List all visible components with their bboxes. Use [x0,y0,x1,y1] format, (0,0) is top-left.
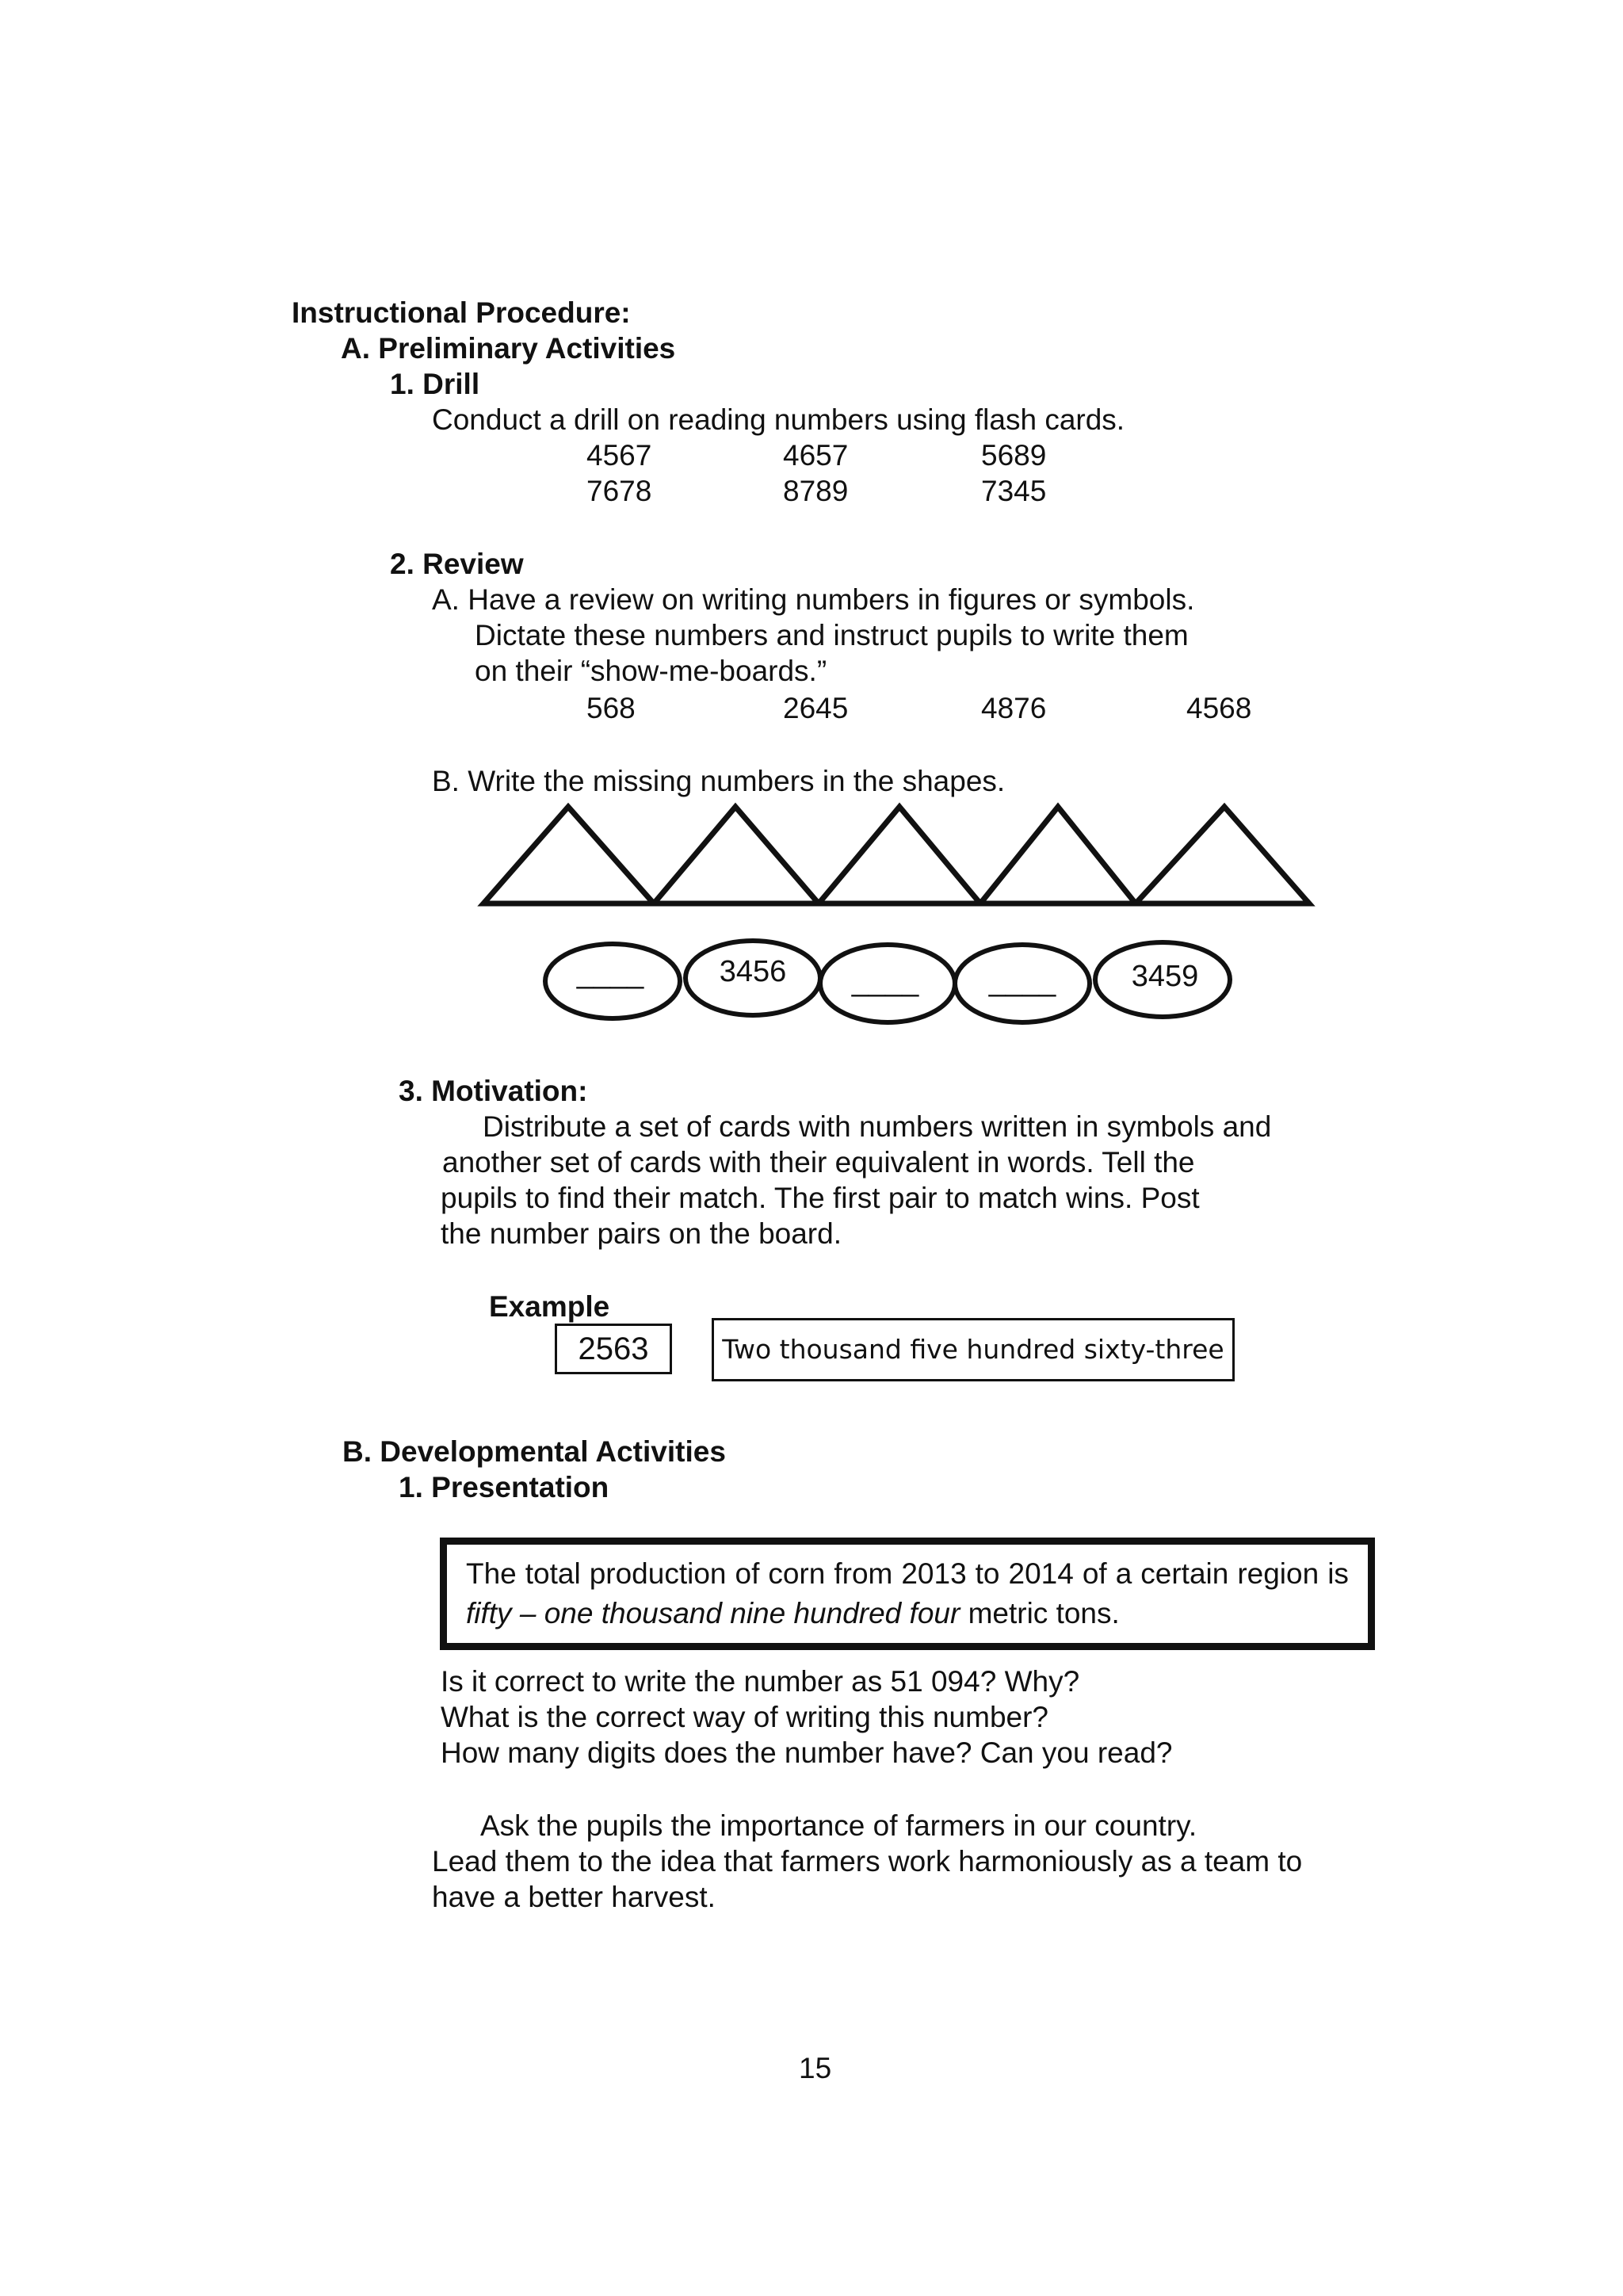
triangle-shape [654,807,819,904]
problem-line-1: The total production of corn from 2013 to 2014 of a certain region is [466,1557,1349,1590]
review-number: 4568 [1186,692,1252,724]
presentation-paragraph-line: Ask the pupils the importance of farmers in our country. [480,1809,1197,1842]
review-number: 568 [586,692,636,724]
presentation-paragraph-line: have a better harvest. [432,1881,716,1913]
page-heading: Instructional Procedure: [292,296,631,329]
drill-number: 7345 [981,475,1047,507]
review-part-a-line2: Dictate these numbers and instruct pupils to write them [475,619,1189,651]
drill-number: 8789 [783,475,849,507]
review-number: 4876 [981,692,1047,724]
section-a-title: A. Preliminary Activities [341,332,676,365]
presentation-question: What is the correct way of writing this number? [441,1701,1049,1733]
presentation-question: Is it correct to write the number as 51 094? Why? [441,1665,1080,1698]
drill-number: 5689 [981,439,1047,472]
presentation-question: How many digits does the number have? Can you read? [441,1736,1173,1769]
motivation-line: pupils to find their match. The first pair to match wins. Post [441,1182,1200,1214]
oval-label: ____ [988,965,1056,998]
triangle-shape [1136,807,1309,904]
presentation-problem-box [440,1538,1375,1650]
oval-label: 3456 [719,955,787,988]
page-number: 15 [799,2052,832,2084]
motivation-title: 3. Motivation: [399,1075,588,1107]
section-b-title: B. Developmental Activities [342,1435,726,1468]
review-part-a-line3: on their “show-me-boards.” [475,655,827,687]
triangle-shape [980,807,1136,904]
example-label: Example [489,1290,610,1323]
review-part-b: B. Write the missing numbers in the shapes. [432,765,1006,797]
drill-number: 4657 [783,439,849,472]
example-number-card: 2563 [555,1324,672,1374]
motivation-line: another set of cards with their equivalent in words. Tell the [442,1146,1195,1179]
oval-label: 3459 [1131,960,1199,993]
example-words-card: Two thousand five hundred sixty-three [712,1318,1235,1381]
review-number: 2645 [783,692,849,724]
triangle-shape [483,807,654,904]
drill-number: 4567 [586,439,652,472]
motivation-line: the number pairs on the board. [441,1217,842,1250]
drill-instruction: Conduct a drill on reading numbers using flash cards. [432,403,1125,436]
presentation-title: 1. Presentation [399,1471,609,1503]
review-part-a-line1: A. Have a review on writing numbers in figures or symbols. [432,583,1195,616]
motivation-line: Distribute a set of cards with numbers written in symbols and [483,1110,1272,1143]
oval-label: ____ [576,957,644,990]
triangle-shape [819,807,980,904]
problem-line-2: fifty – one thousand nine hundred four metric tons. [466,1597,1120,1629]
presentation-paragraph-line: Lead them to the idea that farmers work harmoniously as a team to [432,1845,1303,1878]
review-title: 2. Review [390,548,524,580]
oval-label: ____ [851,965,919,998]
drill-title: 1. Drill [390,368,480,400]
drill-number: 7678 [586,475,652,507]
